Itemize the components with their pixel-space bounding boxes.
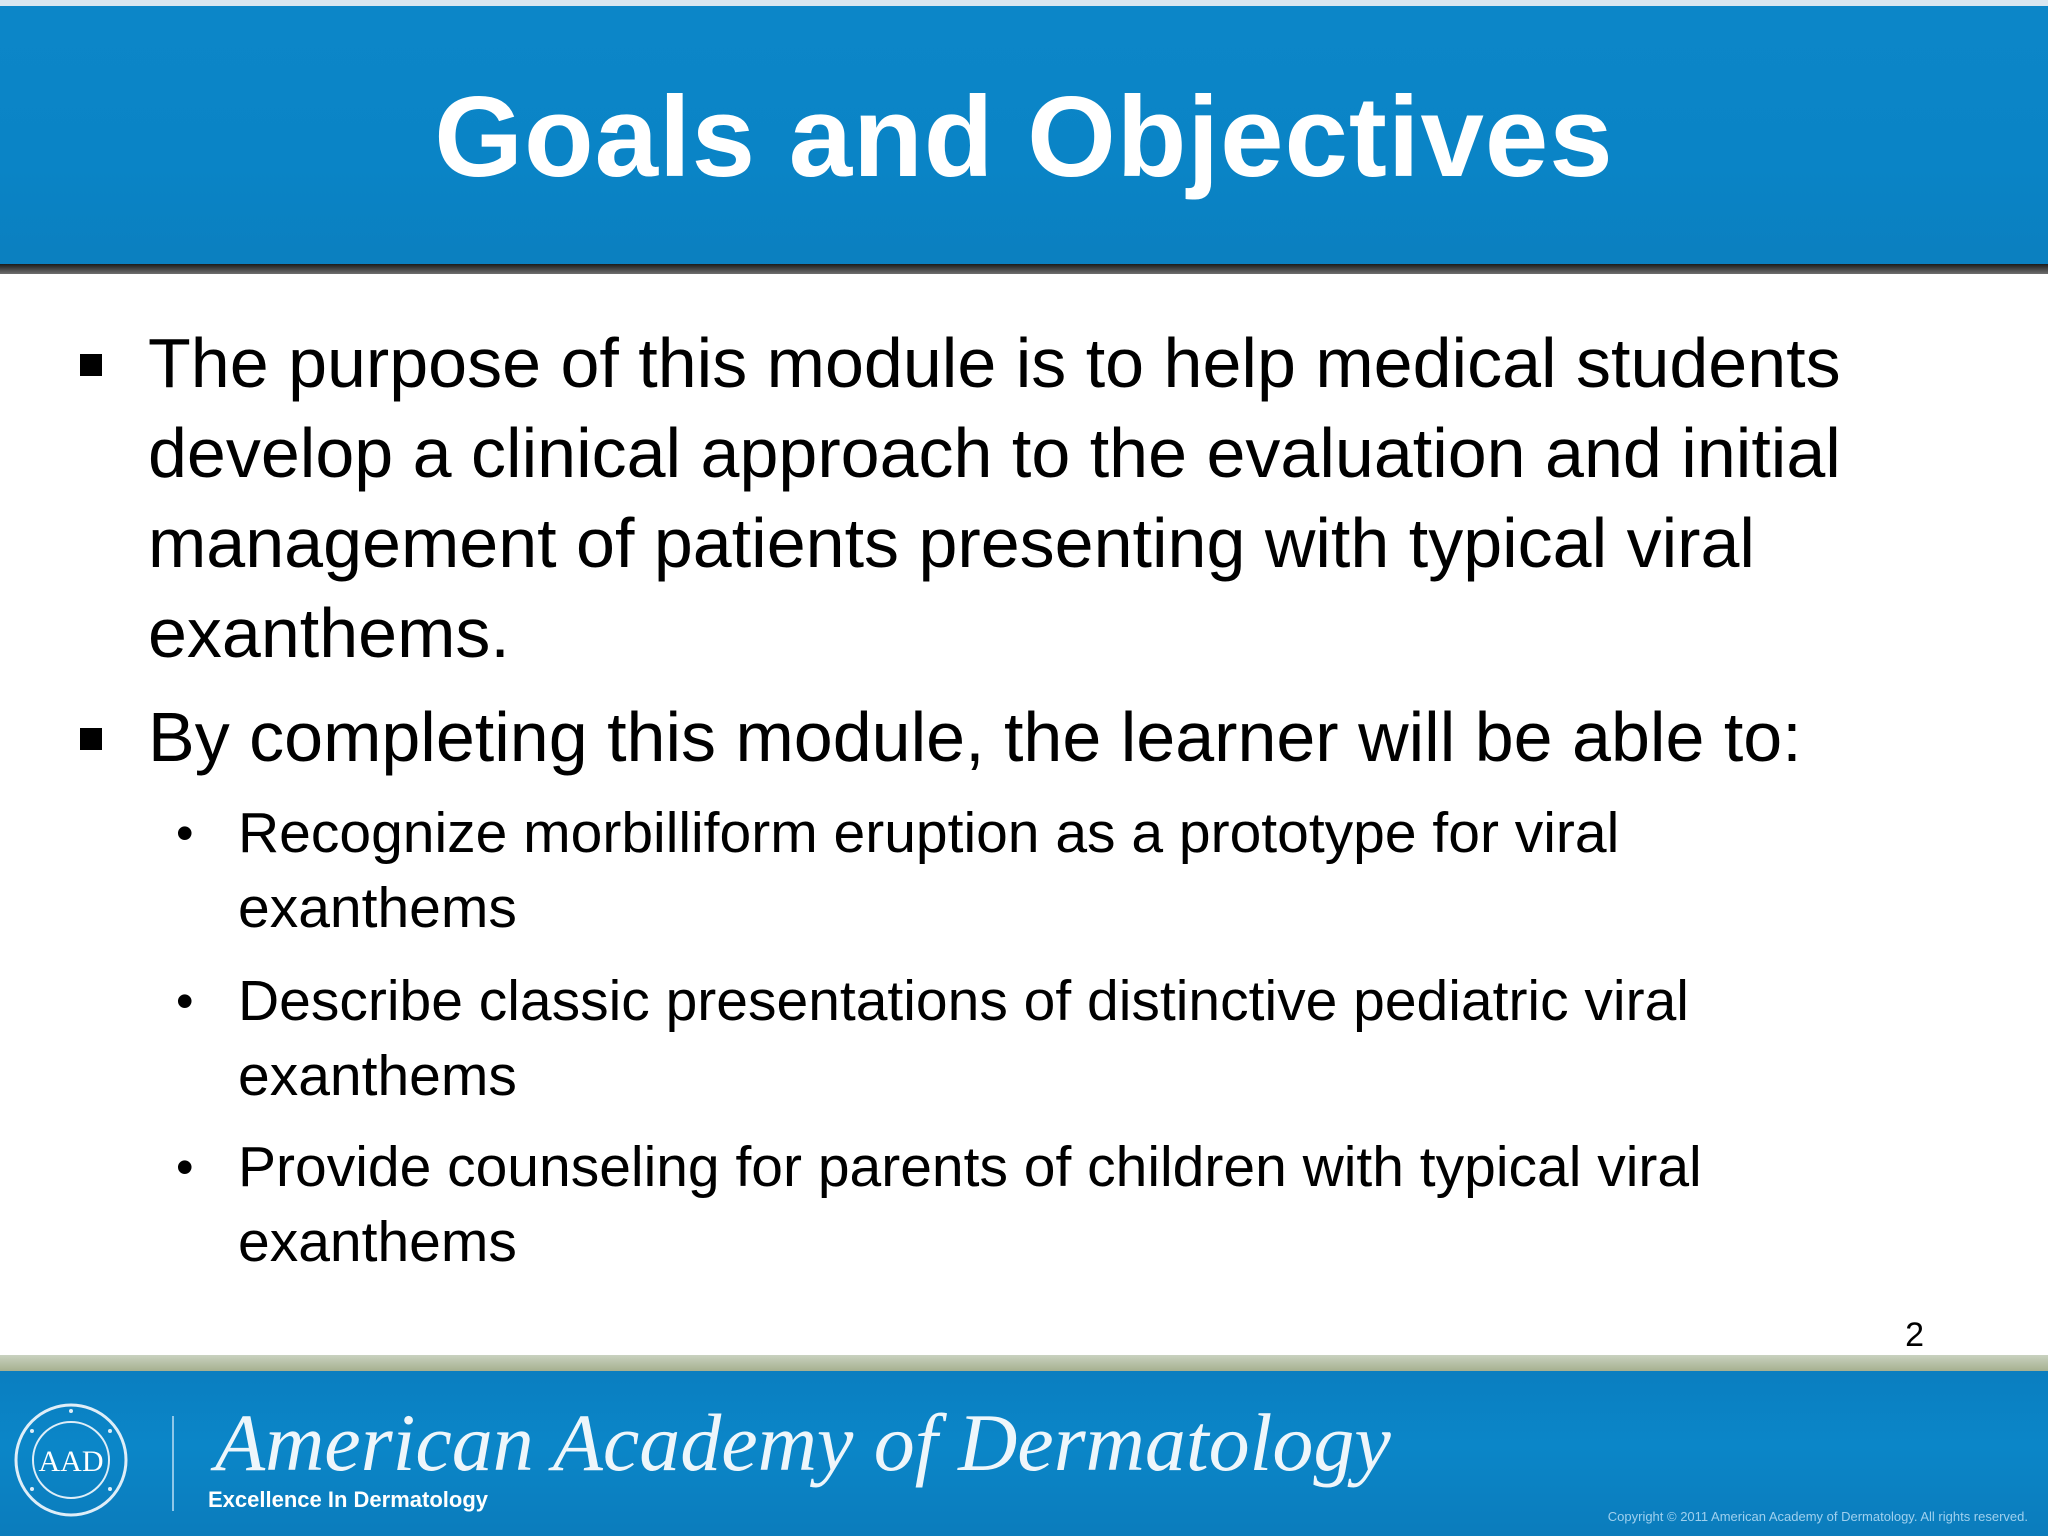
bullet-text: By completing this module, the learner will be able to: xyxy=(148,698,1802,776)
dot-bullet-icon: • xyxy=(176,805,194,861)
sub-bullet-text: Describe classic presentations of distinctive pediatric viral exanthems xyxy=(238,969,1689,1108)
organization-name: American Academy of Dermatology xyxy=(215,1397,1391,1488)
square-bullet-icon xyxy=(80,728,102,750)
dot-bullet-icon: • xyxy=(176,1139,194,1195)
aad-seal-logo xyxy=(12,1401,130,1519)
footer-divider xyxy=(0,1355,2048,1371)
svg-text:AAD: AAD xyxy=(38,1445,104,1478)
bullet-text: The purpose of this module is to help medical students develop a clinical approach to the evaluation and initial management of patients presenting with typical viral exanthems. xyxy=(148,324,1841,672)
header-divider xyxy=(0,264,2048,274)
dot-bullet-icon: • xyxy=(176,973,194,1029)
sub-bullet-text: Provide counseling for parents of children with typical viral exanthems xyxy=(238,1135,1702,1274)
footer-vertical-divider xyxy=(172,1416,174,1511)
square-bullet-icon xyxy=(80,354,102,376)
header-band xyxy=(0,0,2048,270)
slide-title: Goals and Objectives xyxy=(434,74,1614,201)
page-number: 2 xyxy=(1905,1316,1924,1354)
organization-tagline: Excellence In Dermatology xyxy=(208,1487,488,1512)
sub-bullet-text: Recognize morbilliform eruption as a prototype for viral exanthems xyxy=(238,801,1620,940)
copyright-notice: Copyright © 2011 American Academy of Dermatology. All rights reserved. xyxy=(1607,1509,2028,1524)
footer-band xyxy=(0,1371,2048,1536)
